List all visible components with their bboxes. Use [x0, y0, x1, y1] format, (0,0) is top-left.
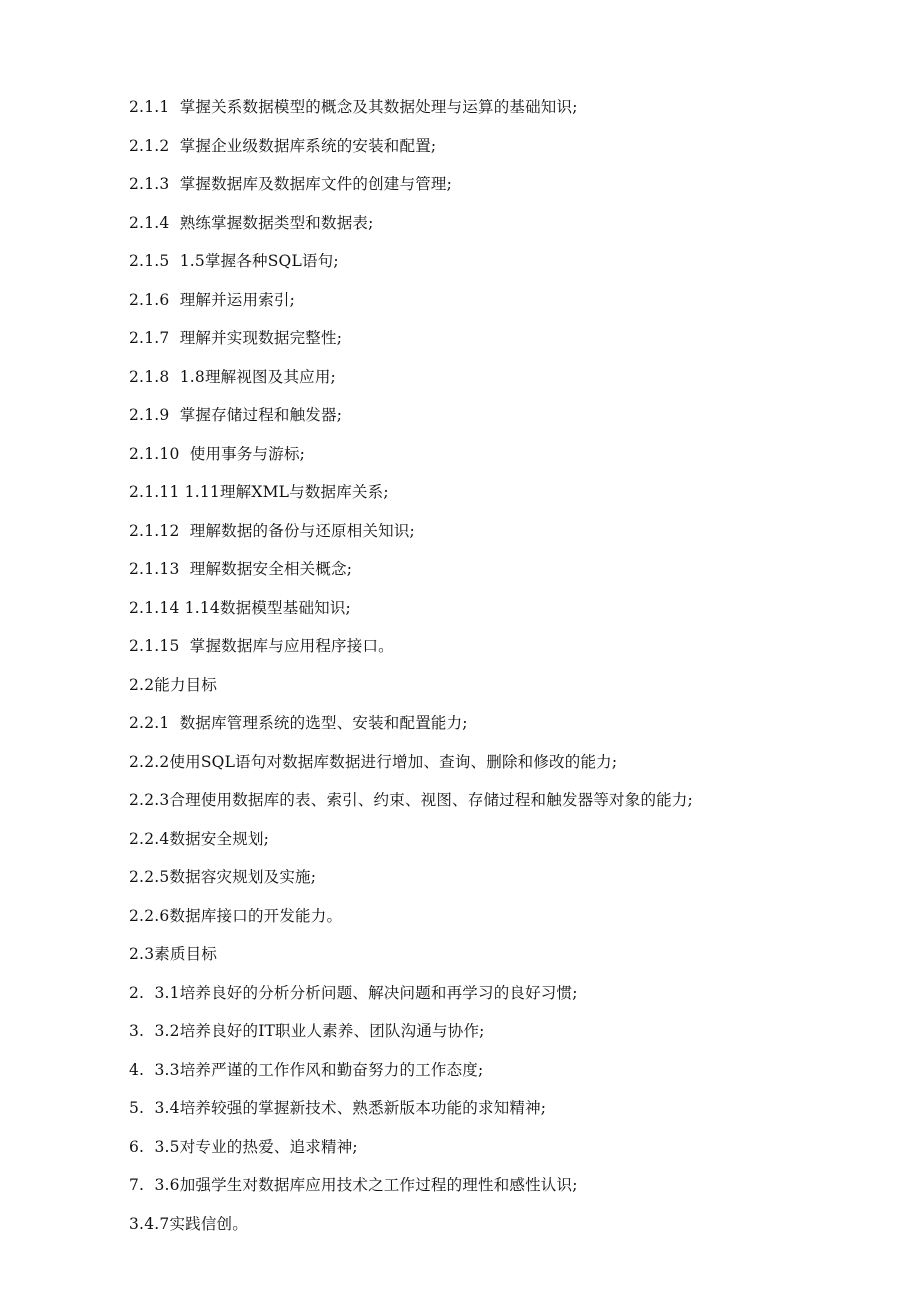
text-line: 2.1.9 掌握存储过程和触发器;: [129, 406, 343, 424]
text-line: 2.1.15 掌握数据库与应用程序接口。: [129, 637, 394, 655]
section-heading: 2.3素质目标: [129, 945, 218, 963]
text-line: 6. 3.5对专业的热爱、追求精神;: [129, 1137, 358, 1156]
text-line: 2.2.3合理使用数据库的表、索引、约束、视图、存储过程和触发器等对象的能力;: [129, 791, 693, 809]
text-line: 2.1.7 理解并实现数据完整性;: [129, 329, 343, 347]
text-line: 2.1.3 掌握数据库及数据库文件的创建与管理;: [129, 175, 453, 193]
text-line: 5. 3.4培养较强的掌握新技术、熟悉新版本功能的求知精神;: [129, 1099, 547, 1117]
text-line: 2.1.2 掌握企业级数据库系统的安装和配置;: [129, 136, 437, 155]
text-line: 2.1.8 1.8理解视图及其应用;: [129, 367, 336, 386]
text-line: 2.2.2使用SQL语句对数据库数据进行增加、查询、删除和修改的能力;: [129, 752, 618, 771]
text-line: 2.1.4 熟练掌握数据类型和数据表;: [129, 213, 374, 232]
text-line: 2.2.1 数据库管理系统的选型、安装和配置能力;: [129, 714, 468, 732]
text-line: 2.1.13 理解数据安全相关概念;: [129, 560, 353, 578]
text-line: 2.1.14 1.14数据模型基础知识;: [129, 598, 351, 617]
text-line: 7. 3.6加强学生对数据库应用技术之工作过程的理性和感性认识;: [129, 1176, 578, 1194]
text-line: 2. 3.1培养良好的分析分析问题、解决问题和再学习的良好习惯;: [129, 983, 578, 1002]
text-line: 2.2.5数据容灾规划及实施;: [129, 868, 317, 886]
text-line: 2.2.6数据库接口的开发能力。: [129, 906, 343, 925]
text-line: 2.1.6 理解并运用索引;: [129, 290, 296, 309]
text-line: 3.4.7实践信创。: [129, 1214, 248, 1233]
text-line: 2.1.1 掌握关系数据模型的概念及其数据处理与运算的基础知识;: [129, 98, 578, 116]
text-line: 2.1.10 使用事务与游标;: [129, 444, 306, 463]
document-body: [129, 92, 889, 1247]
text-line: 2.1.11 1.11理解XML与数据库关系;: [129, 483, 389, 501]
text-line: 4. 3.3培养严谨的工作作风和勤奋努力的工作态度;: [129, 1060, 484, 1079]
text-line: 2.2.4数据安全规划;: [129, 829, 270, 848]
text-line: 3. 3.2培养良好的IT职业人素养、团队沟通与协作;: [129, 1022, 485, 1040]
text-line: 2.1.5 1.5掌握各种SQL语句;: [129, 252, 339, 270]
text-line: 2.1.12 理解数据的备份与还原相关知识;: [129, 521, 415, 540]
section-heading: 2.2能力目标: [129, 675, 218, 694]
